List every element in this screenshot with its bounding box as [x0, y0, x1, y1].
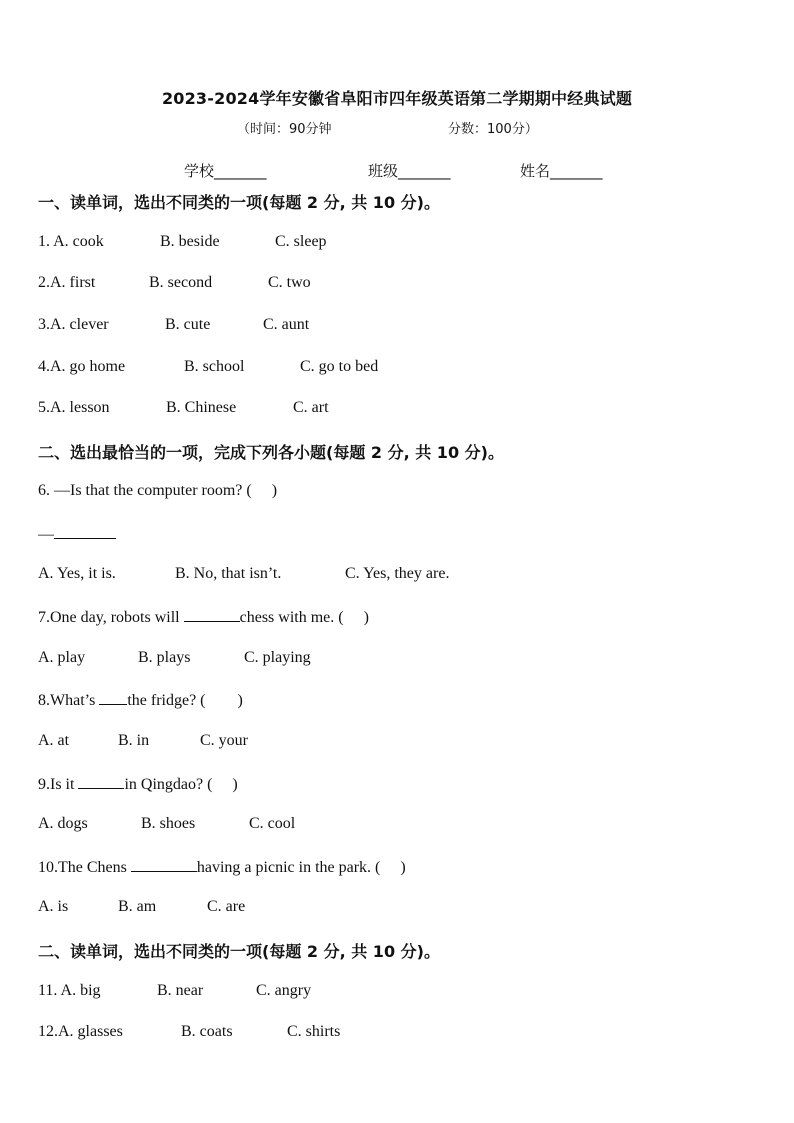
question-stem [38, 690, 243, 710]
answer-blank [54, 524, 116, 539]
section-heading-2: 二、选出最恰当的一项，完成下列各小题(每题 2 分, 共 10 分)。 [38, 443, 504, 462]
option-c: C. go to bed [300, 358, 379, 375]
question-stem: 6. —Is that the computer room? ( ) [38, 482, 278, 499]
option-c: C. two [268, 274, 311, 291]
option-b: B. second [149, 274, 213, 291]
stem-text: the fridge? ( ) [127, 692, 243, 709]
option-b: B. school [184, 358, 245, 375]
section-heading-3: 二、读单词，选出不同类的一项(每题 2 分, 共 10 分)。 [38, 942, 440, 961]
option-a: 2.A. first [38, 274, 96, 291]
section-heading-1: 一、读单词，选出不同类的一项(每题 2 分, 共 10 分)。 [38, 193, 440, 212]
option-b: B. beside [160, 233, 220, 250]
option-b: B. Chinese [166, 399, 237, 416]
option-a: A. play [38, 649, 86, 666]
option-c: C. sleep [275, 233, 327, 250]
option-b: B. cute [165, 316, 211, 333]
stem-text: 7.One day, robots will [38, 609, 184, 626]
option-a: A. dogs [38, 815, 88, 832]
name-field: 姓名_______ [520, 162, 603, 180]
option-a: 3.A. clever [38, 316, 109, 333]
option-b: B. No, that isn’t. [175, 565, 282, 582]
class-field: 班级_______ [368, 162, 451, 180]
option-a: 5.A. lesson [38, 399, 110, 416]
stem-text: having a picnic in the park. ( ) [196, 859, 406, 876]
stem-text: chess with me. ( ) [239, 609, 369, 626]
option-c: C. angry [256, 982, 312, 999]
dash: — [38, 526, 54, 543]
stem-text: 10.The Chens [38, 859, 131, 876]
school-field: 学校_______ [184, 162, 267, 180]
answer-blank [184, 607, 240, 622]
option-c: C. cool [249, 815, 296, 832]
option-b: B. coats [181, 1023, 233, 1040]
question-stem [38, 857, 406, 877]
option-b: B. plays [138, 649, 191, 666]
option-b: B. shoes [141, 815, 196, 832]
question-stem [38, 607, 369, 627]
answer-blank [78, 774, 124, 789]
option-a: A. Yes, it is. [38, 565, 116, 582]
option-c: C. playing [244, 649, 311, 666]
option-c: C. your [200, 732, 248, 749]
stem-text: in Qingdao? ( ) [124, 776, 238, 793]
answer-blank [99, 690, 127, 705]
option-a: 1. A. cook [38, 233, 104, 250]
exam-score: 分数：100分） [448, 122, 538, 137]
option-a: 12.A. glasses [38, 1023, 123, 1040]
option-a: 11. A. big [38, 982, 101, 999]
option-b: B. am [118, 898, 157, 915]
option-c: C. art [293, 399, 329, 416]
stem-text: 9.Is it [38, 776, 79, 793]
option-b: B. near [157, 982, 204, 999]
option-c: C. Yes, they are. [345, 565, 450, 582]
stem-text: 8.What’s [38, 692, 100, 709]
option-a: A. at [38, 732, 70, 749]
option-c: C. shirts [287, 1023, 341, 1040]
option-b: B. in [118, 732, 150, 749]
page-title: 2023-2024学年安徽省阜阳市四年级英语第二学期期中经典试题 [161, 89, 633, 108]
option-c: C. aunt [263, 316, 310, 333]
answer-line [38, 524, 116, 544]
option-a: A. is [38, 898, 69, 915]
answer-blank [131, 857, 197, 872]
option-c: C. are [207, 898, 246, 915]
question-stem [38, 774, 238, 794]
option-a: 4.A. go home [38, 358, 126, 375]
exam-time: （时间：90分钟 [237, 122, 332, 137]
